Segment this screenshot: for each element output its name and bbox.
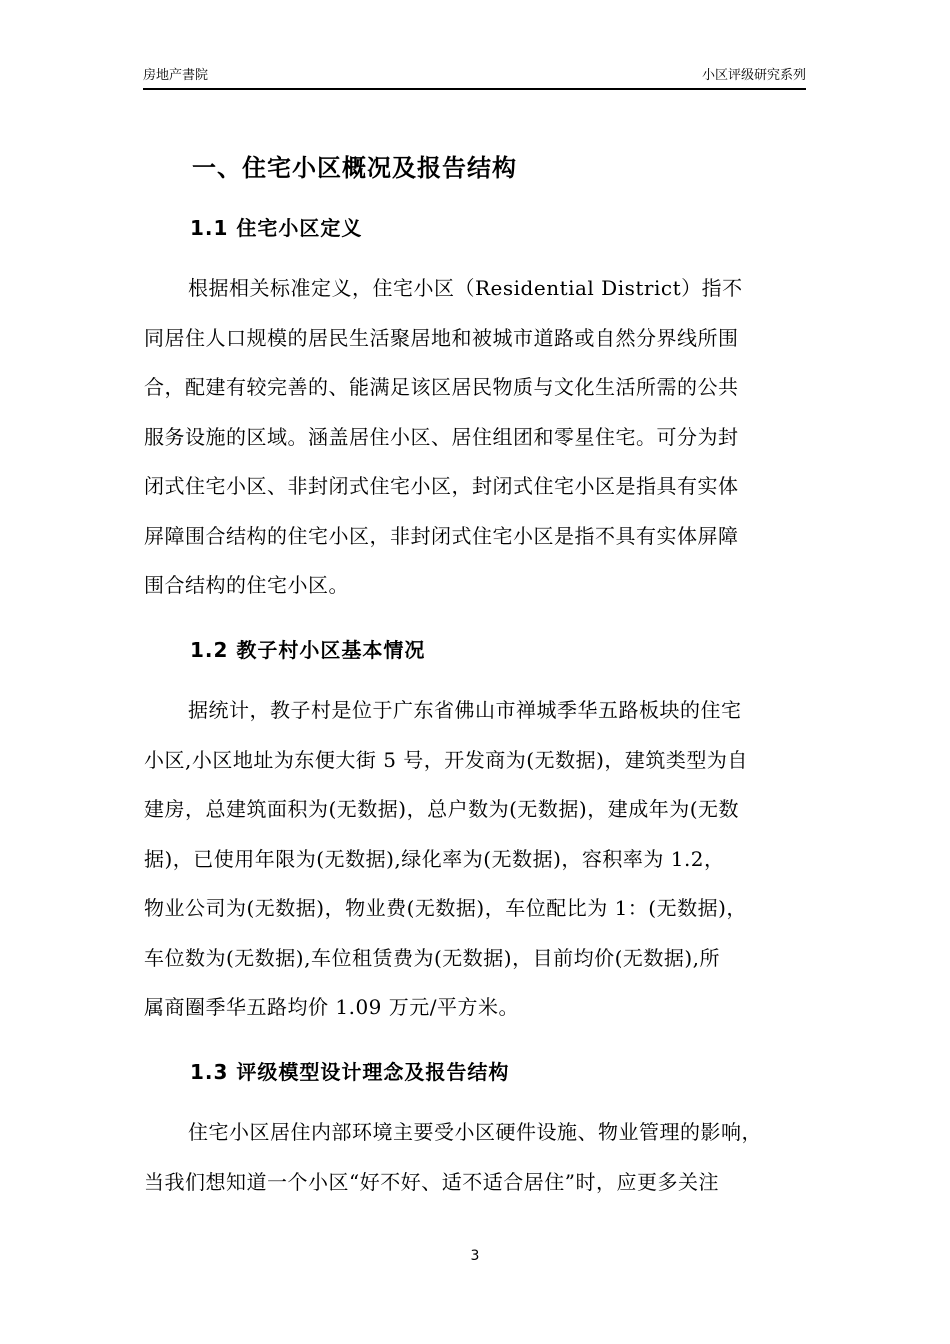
section-1-3-paragraph	[144, 1108, 808, 1207]
section-1-2-paragraph	[144, 686, 808, 1033]
text-line: 小区,小区地址为东便大街 5 号，开发商为(无数据)，建筑类型为自	[144, 747, 748, 772]
text-line: 物业公司为(无数据)，物业费(无数据)，车位配比为 1：(无数据)，	[144, 896, 747, 920]
text-line: 属商圈季华五路均价 1.09 万元/平方米。	[144, 995, 519, 1019]
text-line: 当我们想知道一个小区“好不好、适不适合居住”时，应更多关注	[144, 1169, 719, 1194]
text-line: 闭式住宅小区、非封闭式住宅小区，封闭式住宅小区是指具有实体	[144, 474, 739, 498]
text-line: 合，配建有较完善的、能满足该区居民物质与文化生活所需的公共	[144, 375, 739, 399]
text-line: 同居住人口规模的居民生活聚居地和被城市道路或自然分界线所围	[144, 325, 739, 350]
text-line: 据)，已使用年限为(无数据),绿化率为(无数据)，容积率为 1.2，	[144, 846, 725, 871]
text-line: 根据相关标准定义，住宅小区（Residential District）指不	[188, 276, 743, 300]
text-line: 围合结构的住宅小区。	[144, 573, 349, 597]
text-line: 屏障围合结构的住宅小区，非封闭式住宅小区是指不具有实体屏障	[144, 523, 739, 548]
page-number: 3	[470, 1248, 480, 1264]
text-line: 建房，总建筑面积为(无数据)，总户数为(无数据)，建成年为(无数	[144, 797, 740, 821]
header-series: 小区评级研究系列	[701, 68, 806, 83]
text-line: 住宅小区居住内部环境主要受小区硬件设施、物业管理的影响，	[188, 1120, 762, 1144]
section-1-1-paragraph	[144, 264, 808, 611]
text-line: 服务设施的区域。涵盖居住小区、居住组团和零星住宅。可分为封	[144, 424, 739, 449]
page-header	[143, 66, 806, 90]
section-title-1-3: 1.3 评级模型设计理念及报告结构	[190, 1060, 510, 1084]
header-publisher: 房地产書院	[143, 68, 209, 83]
section-title-1-1: 1.1 住宅小区定义	[190, 216, 363, 240]
text-line: 车位数为(无数据),车位租赁费为(无数据)，目前均价(无数据),所	[144, 945, 721, 970]
text-line: 据统计，教子村是位于广东省佛山市禅城季华五路板块的住宅	[188, 698, 742, 722]
section-title-1-2: 1.2 教子村小区基本情况	[190, 638, 426, 662]
chapter-title: 一、住宅小区概况及报告结构	[192, 154, 517, 182]
